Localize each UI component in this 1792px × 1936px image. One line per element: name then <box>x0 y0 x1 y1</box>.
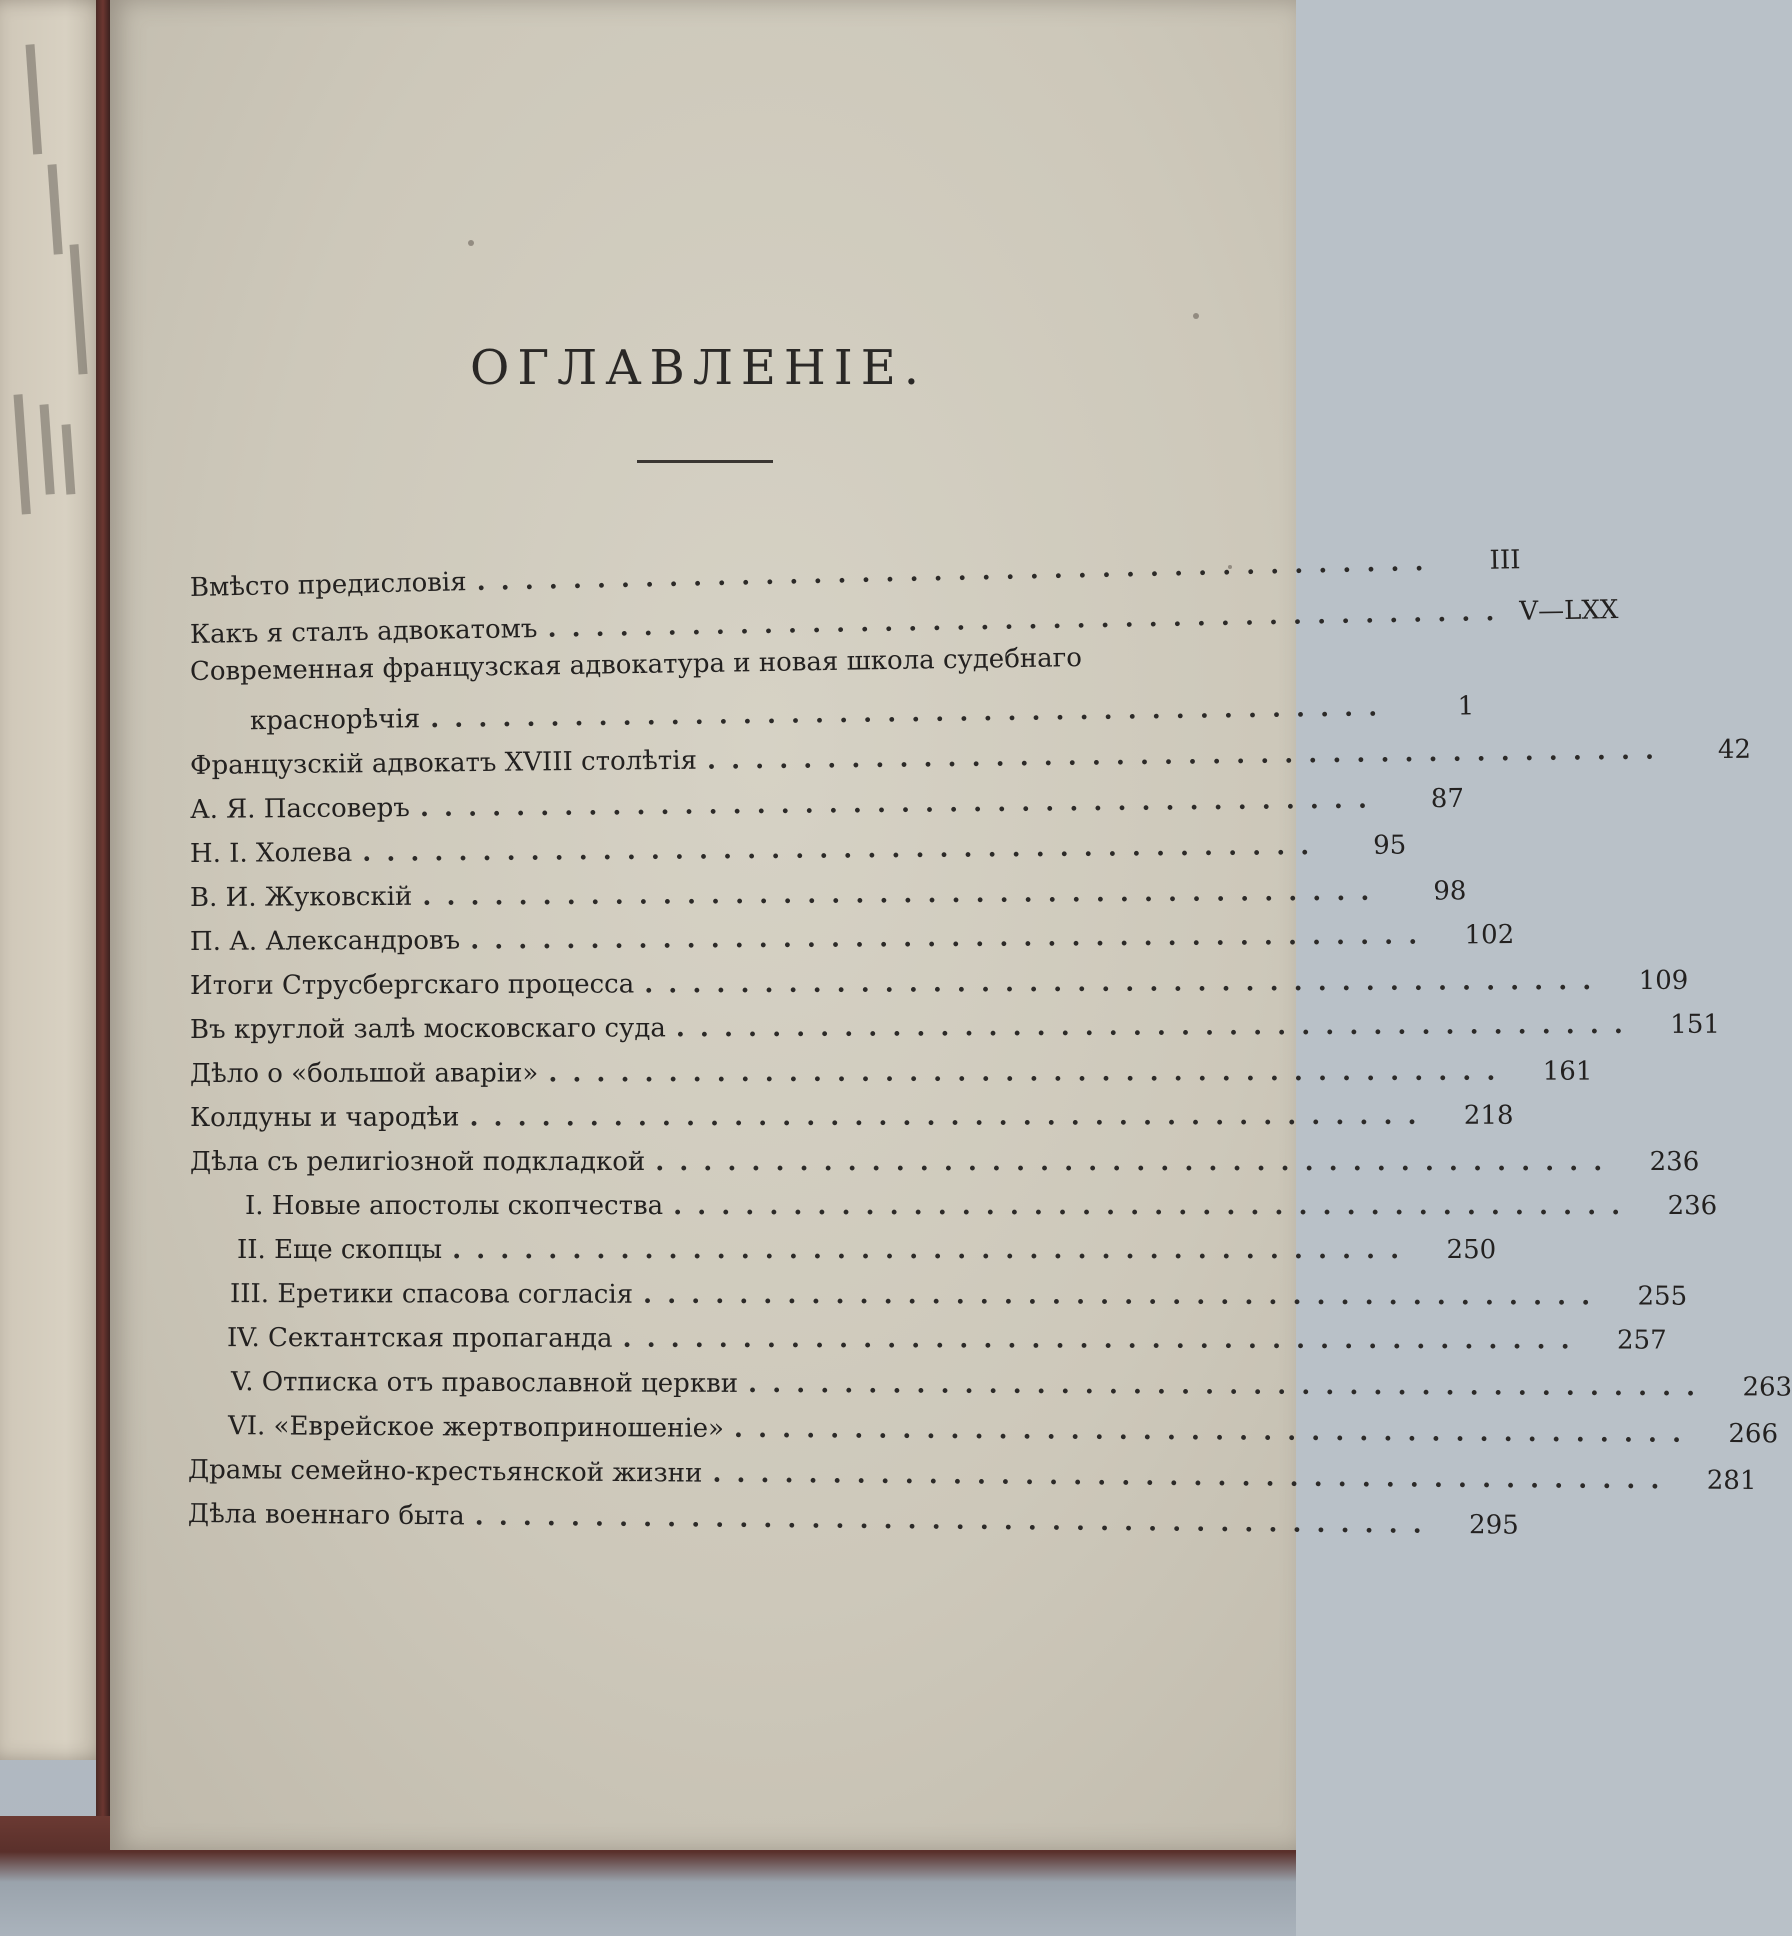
dot-leader: ........................................ <box>673 1191 1636 1221</box>
dot-leader: ........................................ <box>419 784 1383 823</box>
toc-entry-page: 281 <box>1706 1465 1757 1496</box>
toc-entry-page: 263 <box>1742 1372 1792 1403</box>
toc-entry-page: 87 <box>1430 783 1465 815</box>
toc-entry-title: I. Новые апостолы скопчества <box>245 1191 664 1221</box>
dot-leader: ........................................ <box>547 596 1510 644</box>
toc-entry-page: 95 <box>1373 830 1407 861</box>
toc-entry-title: Дѣла военнаго быта <box>187 1499 465 1532</box>
toc-entry-page: 250 <box>1446 1235 1497 1265</box>
toc-row <box>189 825 1407 876</box>
dot-leader: ........................................ <box>470 920 1433 956</box>
toc-entry-title: Н. І. Холева <box>189 837 353 869</box>
dot-leader: ........................................ <box>706 735 1670 776</box>
toc-entry-title: Дѣло о «большой аваріи» <box>189 1058 539 1089</box>
dot-leader: ........................................ <box>622 1323 1585 1356</box>
toc-entry-title: В. И. Жуковскій <box>189 881 413 913</box>
dot-leader: ........................................ <box>474 1501 1437 1540</box>
toc-entry-page: 42 <box>1717 734 1752 765</box>
toc-entry-page: 255 <box>1637 1281 1688 1312</box>
toc-entry-title: Въ круглой залѣ московскаго суда <box>189 1013 666 1045</box>
toc-row <box>190 1228 1497 1272</box>
toc-row <box>190 1140 1700 1184</box>
toc-row <box>189 961 1689 1008</box>
toc-row <box>189 779 1465 832</box>
toc-entry-page: 102 <box>1464 920 1515 951</box>
toc-row <box>190 1360 1792 1407</box>
toc-row <box>189 1094 1514 1140</box>
toc-entry-title: Вмѣсто предисловія <box>189 567 467 603</box>
toc-entry-title: Колдуны и чародѣи <box>189 1102 460 1133</box>
toc-entry-page: 218 <box>1463 1100 1514 1131</box>
toc-entry-title: Дѣла съ религіозной подкладкой <box>190 1147 646 1177</box>
dot-leader: ........................................ <box>548 1056 1511 1089</box>
toc-row <box>190 1272 1688 1318</box>
toc-row <box>190 1316 1667 1362</box>
toc-row <box>189 915 1515 964</box>
toc-entry-page: 236 <box>1667 1191 1718 1221</box>
toc-entry-title: П. А. Александровъ <box>189 925 461 957</box>
toc-row <box>190 1184 1718 1228</box>
toc-entry-title: IV. Сектантская пропаганда <box>226 1323 613 1354</box>
toc-entry-page: V—LXX <box>1519 595 1619 627</box>
toc-entry-page: 151 <box>1670 1009 1720 1040</box>
dot-leader: ........................................ <box>733 1413 1697 1449</box>
dot-leader: ........................................ <box>362 831 1325 868</box>
dot-leader: ........................................ <box>643 1279 1606 1312</box>
dot-leader: ........................................ <box>644 966 1607 1000</box>
toc-entry-title: Французскій адвокатъ XVIII столѣтія <box>189 745 698 781</box>
toc-row <box>189 1005 1720 1052</box>
dot-leader: ........................................ <box>452 1235 1415 1265</box>
toc-entry-title-line1: Современная французская адвокатура и новая школа судебнаго <box>189 642 1083 687</box>
toc-entry-title: Итоги Струсбергскаго процесса <box>189 969 635 1001</box>
dot-leader: ........................................ <box>675 1009 1638 1044</box>
toc-row <box>190 1404 1779 1453</box>
dot-leader: ........................................ <box>469 1100 1432 1133</box>
toc-entry-page: 266 <box>1728 1419 1779 1450</box>
page-title: ОГЛАВЛЕНІЕ. <box>470 340 928 396</box>
toc-entry-title: V. Отписка отъ православной церкви <box>230 1367 739 1399</box>
toc-entry-title: Драмы семейно-крестьянской жизни <box>187 1455 703 1489</box>
dot-leader: ........................................ <box>422 876 1385 912</box>
dot-leader: ........................................ <box>429 692 1393 735</box>
toc-row <box>189 1050 1593 1096</box>
toc-entry-title: А. Я. Пассоверъ <box>189 793 411 825</box>
toc-entry-page: III <box>1489 545 1521 576</box>
dot-leader: ........................................ <box>476 546 1439 597</box>
toc-entry-title: Какъ я сталъ адвокатомъ <box>189 613 538 650</box>
toc-entry-title: II. Еще скопцы <box>237 1235 443 1265</box>
toc-entry-title: краснорѣчія <box>249 704 421 737</box>
dot-leader: ........................................ <box>748 1368 1711 1403</box>
toc-entry-page: 295 <box>1468 1510 1519 1541</box>
toc-entry-page: 109 <box>1638 965 1689 996</box>
toc-entry-page: 161 <box>1542 1056 1593 1087</box>
toc-entry-title: III. Еретики спасова согласія <box>229 1279 634 1310</box>
toc-row <box>189 871 1467 920</box>
toc-entry-page: 236 <box>1649 1147 1700 1177</box>
toc-entry-page: 257 <box>1616 1325 1667 1356</box>
toc-entry-page: 98 <box>1433 876 1467 907</box>
toc-entry-title: VI. «Еврейское жертвоприношеніе» <box>227 1411 725 1444</box>
toc-row <box>187 1492 1519 1545</box>
toc-entry-page: 1 <box>1457 691 1475 722</box>
toc-row <box>187 1448 1757 1499</box>
dot-leader: ........................................ <box>712 1458 1675 1496</box>
dot-leader: ........................................ <box>655 1147 1618 1177</box>
